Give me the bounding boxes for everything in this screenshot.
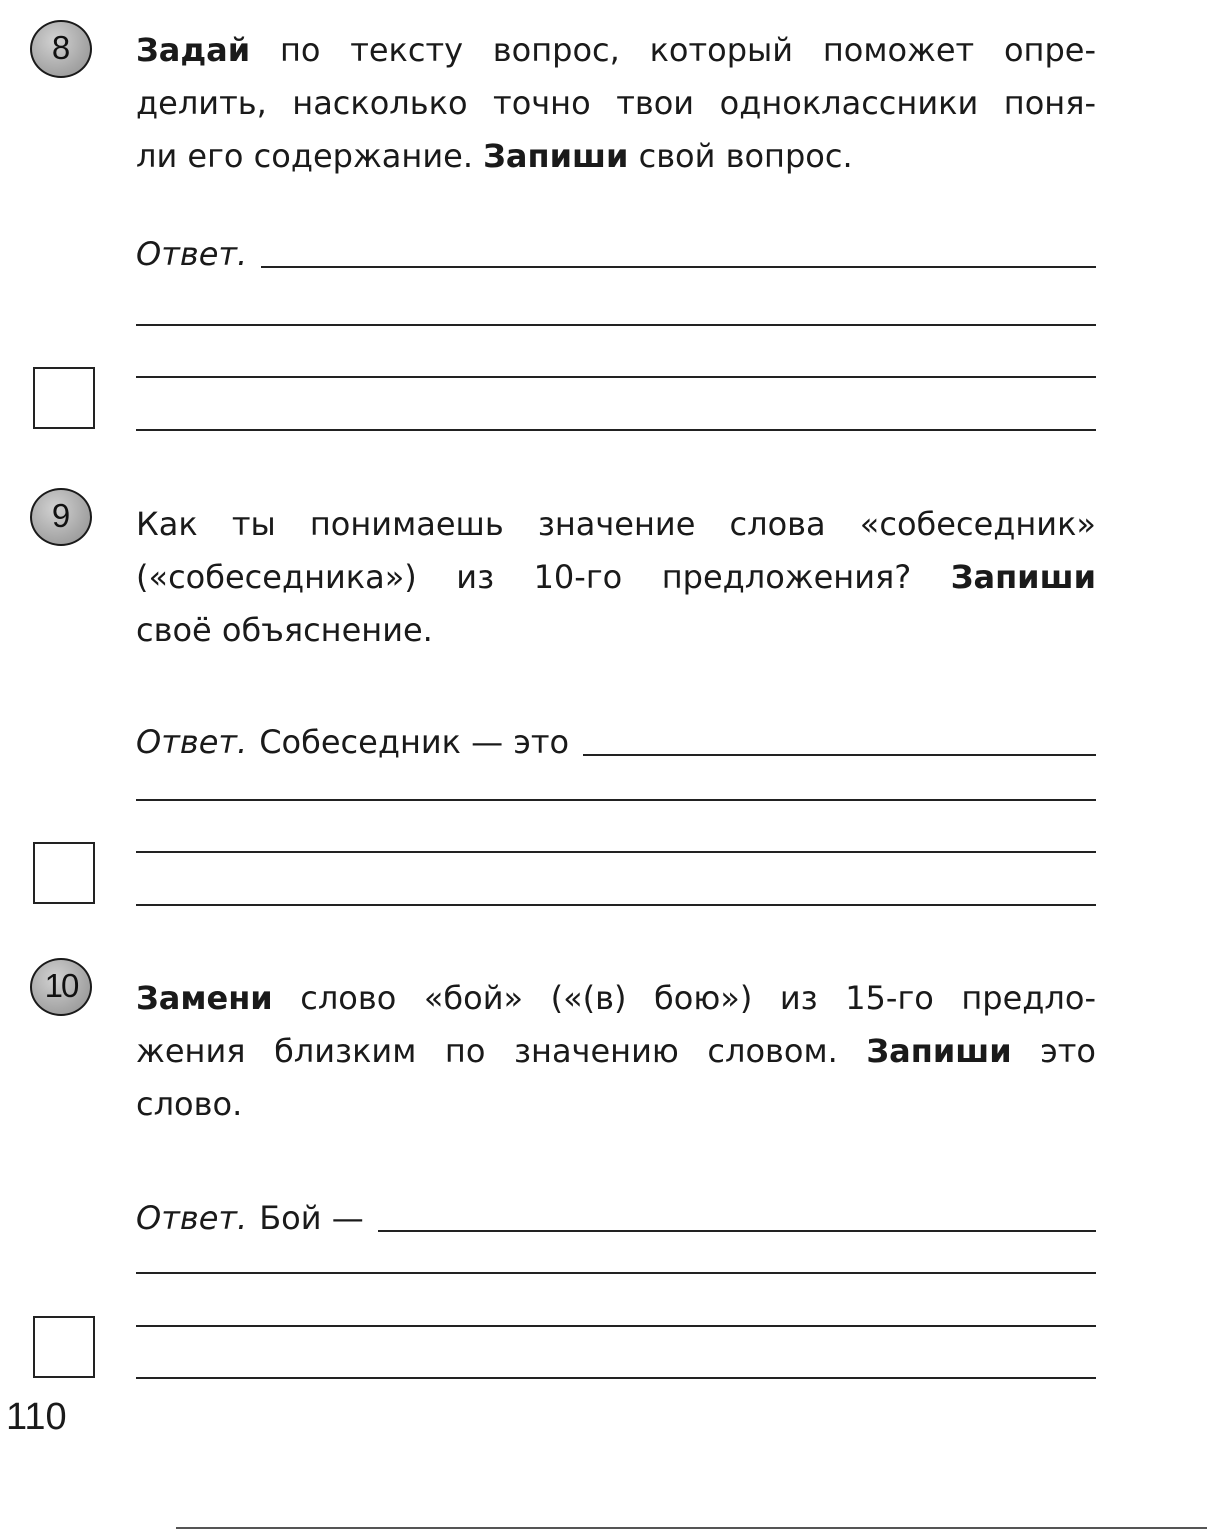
answer-label: Ответ. bbox=[136, 723, 248, 761]
answer-line[interactable] bbox=[136, 376, 1096, 378]
instruction-text: («собеседника») из 10-го предложения? bbox=[136, 558, 951, 596]
answer-prefix: Бой — bbox=[259, 1199, 364, 1237]
instruction-line bbox=[136, 24, 1096, 77]
answer-label: Ответ. bbox=[136, 1199, 248, 1237]
instruction-bold: Запиши bbox=[483, 137, 629, 175]
instruction-bold: Замени bbox=[136, 979, 273, 1017]
instruction-text: делить, насколько точно твои одноклассники поня- bbox=[136, 84, 1096, 122]
instruction-text: жения близким по значению словом. bbox=[136, 1032, 867, 1070]
answer-line[interactable] bbox=[136, 324, 1096, 326]
task-instruction bbox=[136, 972, 1096, 1131]
answer-row-10[interactable] bbox=[136, 1188, 1096, 1238]
instruction-bold: Запиши bbox=[866, 1032, 1012, 1070]
page-bottom-rule bbox=[176, 1527, 1207, 1529]
instruction-bold: Задай bbox=[136, 31, 251, 69]
score-box[interactable] bbox=[33, 367, 95, 429]
task-number-badge: 10 bbox=[30, 958, 92, 1016]
instruction-bold: Запиши bbox=[950, 558, 1096, 596]
answer-line[interactable] bbox=[583, 753, 1096, 756]
instruction-text: по тексту вопрос, который поможет опре- bbox=[250, 31, 1096, 69]
answer-line[interactable] bbox=[136, 851, 1096, 853]
task-instruction bbox=[136, 24, 1096, 183]
answer-line[interactable] bbox=[136, 429, 1096, 431]
answer-prefix: Собеседник — это bbox=[259, 723, 570, 761]
answer-row-8[interactable] bbox=[136, 224, 1096, 274]
instruction-line bbox=[136, 1078, 1096, 1131]
task-instruction bbox=[136, 498, 1096, 657]
instruction-text: это bbox=[1011, 1032, 1097, 1070]
instruction-text: ли его содержание. bbox=[136, 137, 484, 175]
instruction-line bbox=[136, 604, 1096, 657]
task-number-badge: 9 bbox=[30, 488, 92, 546]
answer-line[interactable] bbox=[136, 1272, 1096, 1274]
score-box[interactable] bbox=[33, 842, 95, 904]
task-number-badge: 8 bbox=[30, 20, 92, 78]
instruction-text: Как ты понимаешь значение слова «собеседник» bbox=[136, 505, 1096, 543]
answer-line[interactable] bbox=[136, 799, 1096, 801]
instruction-line bbox=[136, 130, 1096, 183]
answer-line[interactable] bbox=[136, 1377, 1096, 1379]
instruction-text: свой вопрос. bbox=[628, 137, 853, 175]
instruction-line bbox=[136, 972, 1096, 1025]
answer-line[interactable] bbox=[136, 1325, 1096, 1327]
instruction-line bbox=[136, 551, 1096, 604]
instruction-text: своё объяснение. bbox=[136, 611, 433, 649]
instruction-text: слово. bbox=[136, 1085, 243, 1123]
answer-line[interactable] bbox=[261, 265, 1096, 268]
score-box[interactable] bbox=[33, 1316, 95, 1378]
instruction-line bbox=[136, 77, 1096, 130]
answer-line[interactable] bbox=[136, 904, 1096, 906]
instruction-line bbox=[136, 1025, 1096, 1078]
page-number: 110 bbox=[6, 1396, 67, 1438]
answer-label: Ответ. bbox=[136, 235, 248, 273]
answer-line[interactable] bbox=[378, 1229, 1096, 1232]
instruction-line bbox=[136, 498, 1096, 551]
instruction-text: слово «бой» («(в) бою») из 15-го предло- bbox=[272, 979, 1096, 1017]
answer-row-9[interactable] bbox=[136, 712, 1096, 762]
